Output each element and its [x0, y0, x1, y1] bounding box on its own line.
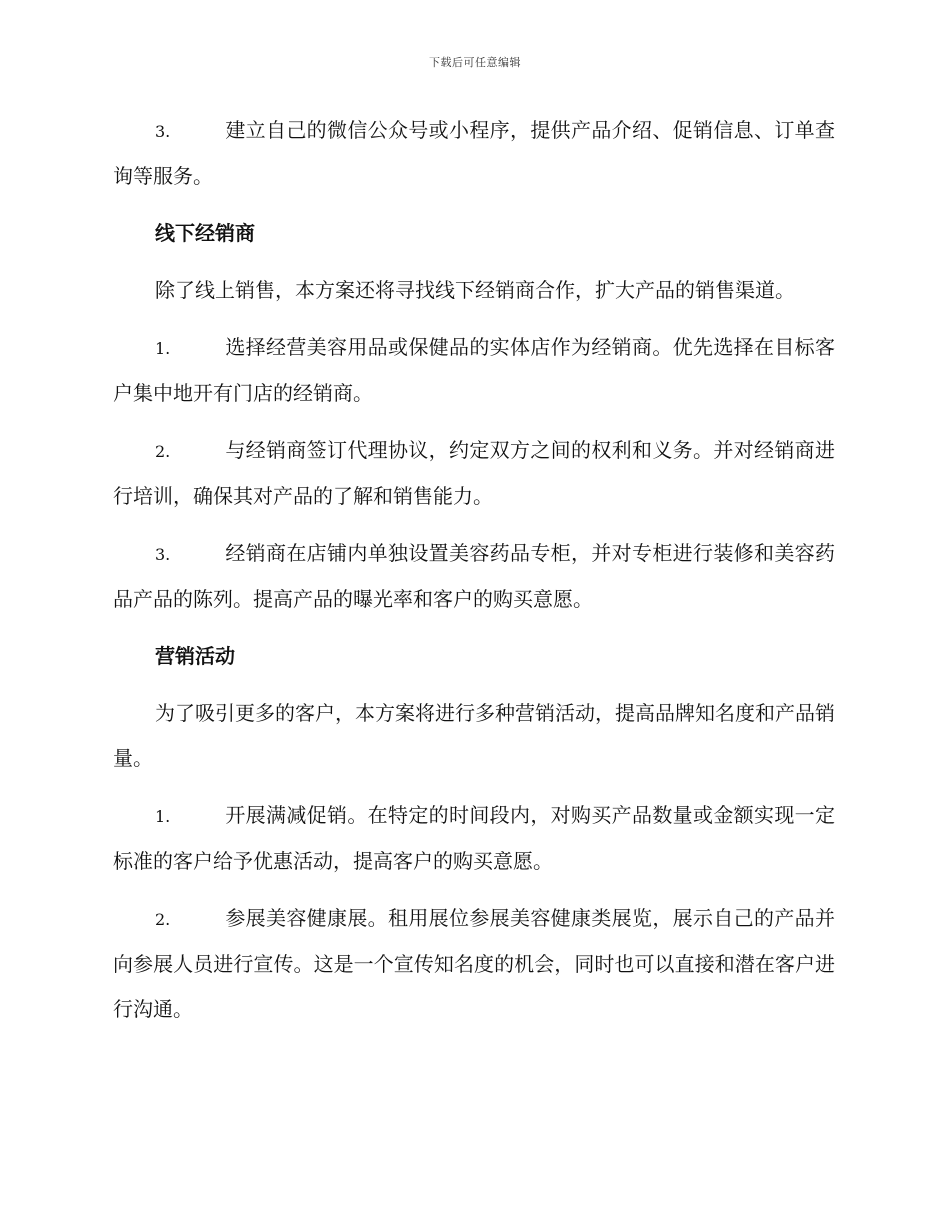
paragraph: 除了线上销售，本方案还将寻找线下经销商合作，扩大产品的销售渠道。 [155, 278, 795, 302]
list-item [113, 793, 835, 884]
page-header: 下载后可任意编辑 [429, 56, 521, 69]
list-item [113, 531, 835, 622]
list-number: 1. [155, 339, 171, 358]
list-item-text: 开展满减促销。在特定的时间段内，对购买产品数量或金额实现一定标准的客户给予优惠活动，提高客户的购买意愿。 [113, 803, 835, 873]
list-item-text: 选择经营美容用品或保健品的实体店作为经销商。优先选择在目标客户集中地开有门店的经销商。 [113, 335, 835, 405]
list-number: 3. [155, 545, 171, 564]
list-number: 2. [155, 442, 171, 461]
list-item-text: 参展美容健康展。租用展位参展美容健康类展览，展示自己的产品并向参展人员进行宣传。这是一个宣传知名度的机会，同时也可以直接和潜在客户进行沟通。 [113, 906, 835, 1021]
list-item-text: 与经销商签订代理协议，约定双方之间的权利和义务。并对经销商进行培训，确保其对产品的了解和销售能力。 [113, 438, 835, 508]
list-number: 3. [155, 122, 171, 141]
section-heading: 线下经销商 [155, 221, 255, 245]
list-item [113, 896, 835, 1032]
list-item [113, 325, 835, 416]
paragraph: 为了吸引更多的客户，本方案将进行多种营销活动，提高品牌知名度和产品销量。 [113, 701, 835, 770]
list-item-text: 建立自己的微信公众号或小程序，提供产品介绍、促销信息、订单查询等服务。 [113, 118, 835, 188]
list-item-text: 经销商在店铺内单独设置美容药品专柜，并对专柜进行装修和美容药品产品的陈列。提高产品的曝光率和客户的购买意愿。 [113, 541, 835, 611]
document-body [113, 108, 835, 1044]
list-item [113, 428, 835, 519]
list-number: 2. [155, 910, 171, 929]
list-number: 1. [155, 807, 171, 826]
section-heading: 营销活动 [155, 644, 235, 668]
list-item [113, 108, 835, 199]
